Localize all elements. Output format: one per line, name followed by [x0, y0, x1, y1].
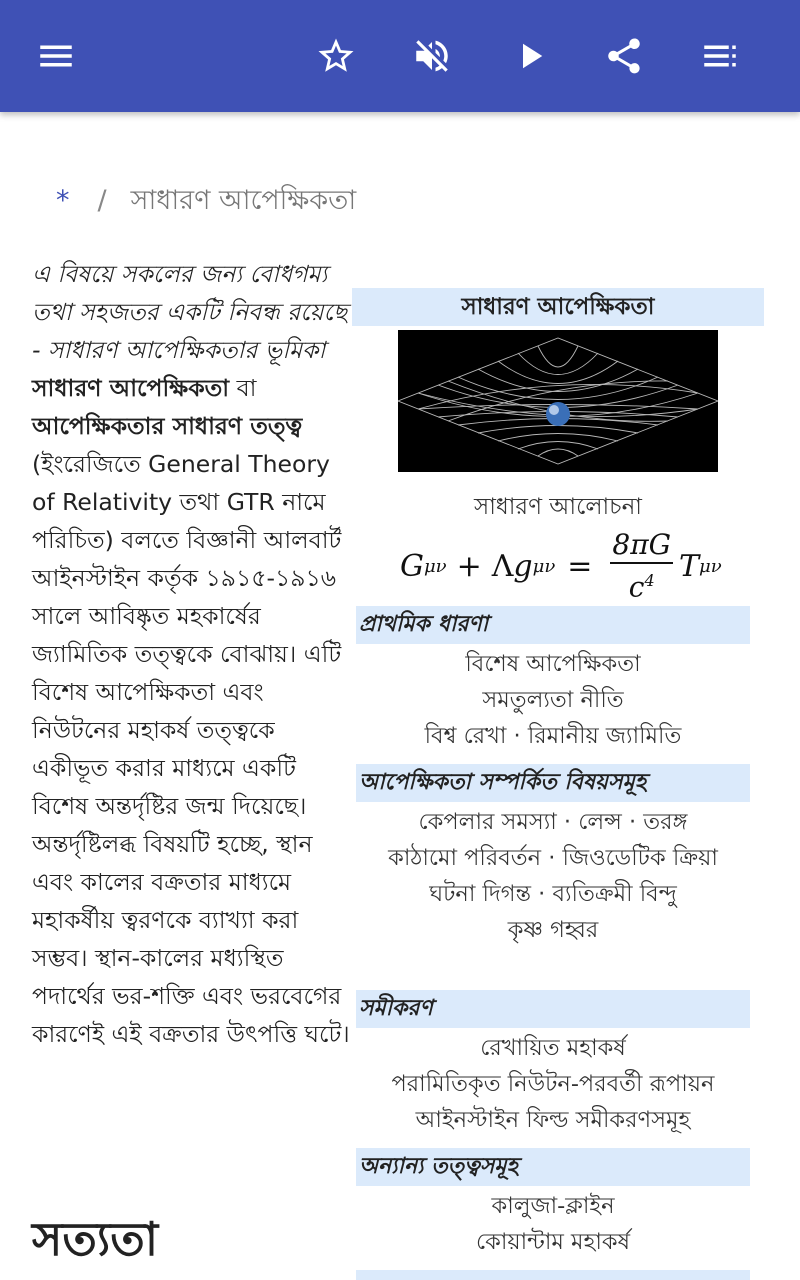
- article-paragraph: (ইংরেজিতে General Theory of Relativity তথা GTR নামে পরিচিত) বলতে বিজ্ঞানী আলবার্ট আইনস্টাইন কর্তৃক ১৯১৫-১৯১৬ সালে আবিষ্কৃত মহকার্ষের জ্যামিতিক তত্ত্বকে বোঝায়। এটি বিশেষ আপেক্ষিকতা এবং নিউটনের মহাকর্ষ তত্ত্বকে একীভূত করার মাধ্যমে একটি বিশেষ অন্তর্দৃষ্টির জন্ম দিয়েছে। অন্তর্দৃষ্টিলব্ধ বিষয়টি হচ্ছে, স্থান এবং কালের বক্রতার মাধ্যমে মহাকর্ষীয় ত্বরণকে ব্যাখ্যা করা সম্ভব। স্থান-কালের মধ্যস্থিত পদার্থের ভর-শক্তি এবং ভরবেগের কারণেই এই বক্রতার উৎপত্তি ঘটে।: [32, 450, 350, 1048]
- infobox-link[interactable]: ঘটনা দিগন্ত · ব্যতিক্রমী বিন্দু: [429, 881, 677, 907]
- section-heading: সত্যতা: [32, 1212, 159, 1266]
- toc-button[interactable]: [692, 28, 748, 84]
- infobox-section-basics: [356, 606, 750, 754]
- article-term-2: আপেক্ষিকতার সাধারণ তত্ত্ব: [32, 412, 303, 440]
- infobox-link[interactable]: বিশ্ব রেখা · রিমানীয় জ্যামিতি: [424, 723, 682, 749]
- hatnote[interactable]: এ বিষয়ে সকলের জন্য বোধগম্য তথা সহজতর একটি নিবন্ধ রয়েছে - সাধারণ আপেক্ষিকতার ভূমিকা: [32, 260, 348, 364]
- mute-button[interactable]: [404, 28, 460, 84]
- infobox-next-section-header: [356, 1270, 750, 1280]
- infobox-link[interactable]: কাঠামো পরিবর্তন · জিওডেটিক ক্রিয়া: [388, 845, 718, 871]
- article-term-1: সাধারণ আপেক্ষিকতা: [32, 374, 230, 402]
- infobox-caption: সাধারণ আলোচনা: [474, 494, 642, 520]
- infobox-section-header: অন্যান্য তত্ত্বসমূহ: [356, 1148, 750, 1186]
- infobox-link[interactable]: রেখায়িত মহাকর্ষ: [480, 1035, 626, 1061]
- play-icon: [509, 35, 551, 77]
- infobox-section-topics: [356, 764, 750, 948]
- infobox-link[interactable]: বিশেষ আপেক্ষিকতা: [465, 651, 641, 677]
- infobox-link[interactable]: কেপলার সমস্যা · লেন্স · তরঙ্গ: [418, 809, 688, 835]
- infobox-section-header: আপেক্ষিকতা সম্পর্কিত বিষয়সমূহ: [356, 764, 750, 802]
- infobox: [352, 288, 764, 1255]
- infobox-section-header: সমীকরণ: [356, 990, 750, 1028]
- article-connector: বা: [229, 374, 257, 402]
- spacetime-grid-graphic: [398, 330, 718, 472]
- app-bar: [0, 0, 800, 112]
- share-button[interactable]: [596, 28, 652, 84]
- infobox-section-header: প্রাথমিক ধারণা: [356, 606, 750, 644]
- spacetime-curvature-image[interactable]: [398, 330, 718, 472]
- star-icon: [315, 35, 357, 77]
- einstein-field-equation: G μν + Λ g μν = $\frac{8\pi G}{c^4}$ T μν: [400, 528, 722, 604]
- menu-button[interactable]: [28, 28, 84, 84]
- breadcrumb-current: সাধারণ আপেক্ষিকতা: [130, 185, 357, 216]
- breadcrumb-separator: /: [97, 185, 107, 216]
- menu-icon: [35, 35, 77, 77]
- favorite-button[interactable]: [308, 28, 364, 84]
- infobox-title: সাধারণ আপেক্ষিকতা: [352, 288, 764, 326]
- infobox-link[interactable]: কৃষ্ণ গহ্বর: [507, 917, 599, 943]
- breadcrumb-home-link[interactable]: *: [56, 185, 70, 216]
- share-icon: [603, 35, 645, 77]
- play-button[interactable]: [502, 28, 558, 84]
- list-icon: [699, 35, 741, 77]
- infobox-link[interactable]: সমতুল্যতা নীতি: [482, 687, 624, 713]
- breadcrumb: [56, 180, 356, 225]
- mute-icon: [411, 35, 453, 77]
- infobox-link[interactable]: কোয়ান্টাম মহাকর্ষ: [475, 1229, 631, 1255]
- article-body: [32, 255, 350, 1053]
- infobox-link[interactable]: কালুজা-ক্লাইন: [491, 1193, 615, 1219]
- infobox-section-other-theories: [356, 1148, 750, 1260]
- infobox-section-equations: [356, 990, 750, 1138]
- infobox-link[interactable]: পরামিতিকৃত নিউটন-পরবর্তী রূপায়ন: [391, 1071, 715, 1097]
- infobox-link[interactable]: আইনস্টাইন ফিল্ড সমীকরণসমূহ: [415, 1107, 691, 1133]
